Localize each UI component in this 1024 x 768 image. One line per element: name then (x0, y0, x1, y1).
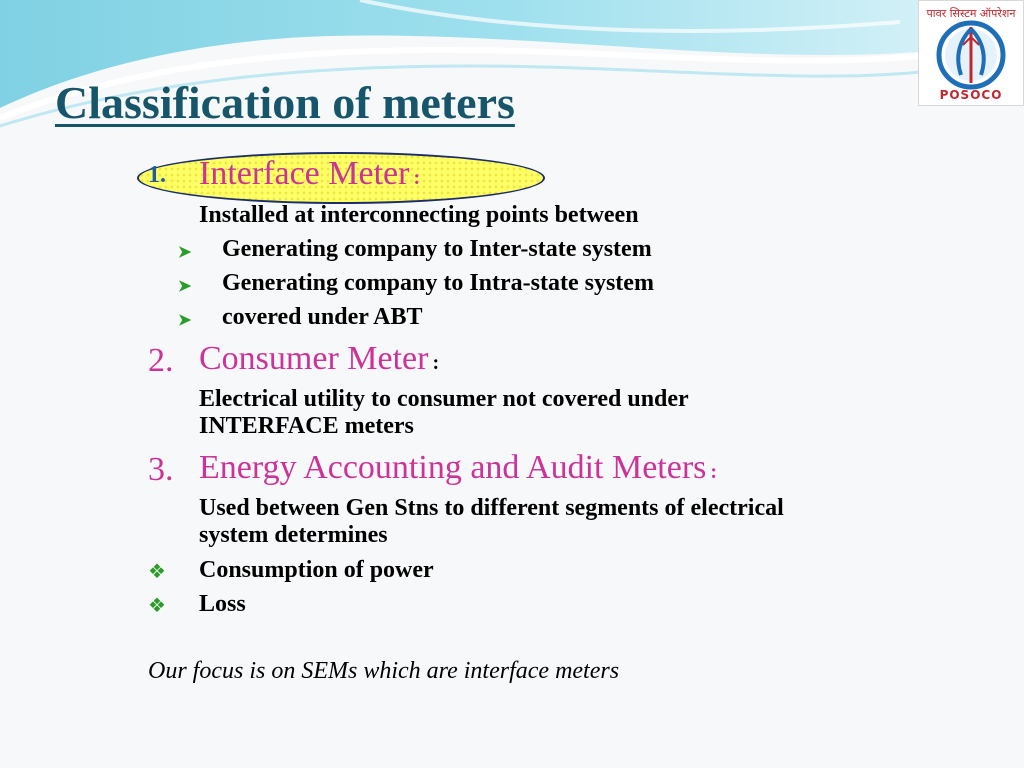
item-1-colon: : (413, 167, 421, 189)
item-1-heading-row (199, 157, 420, 191)
item-1-bullet-3: covered under ABT (222, 304, 423, 330)
item-2-description-line-2: INTERFACE meters (199, 413, 414, 439)
item-3-colon: : (710, 461, 718, 483)
diamond-bullet-icon: ❖ (148, 561, 166, 583)
posoco-logo (918, 0, 1024, 106)
item-1-bullet-2: Generating company to Intra-state system (222, 270, 654, 296)
item-1-number: 1. (148, 162, 166, 188)
item-1-description: Installed at interconnecting points between (199, 202, 639, 228)
item-2-description-line-1: Electrical utility to consumer not covered under (199, 386, 689, 412)
item-2-heading-row (199, 342, 439, 376)
item-3-bullet-2: Loss (199, 591, 246, 617)
item-3-bullet-1: Consumption of power (199, 557, 434, 583)
item-3-heading: Energy Accounting and Audit Meters (199, 449, 707, 486)
posoco-emblem-icon (919, 1, 1023, 105)
item-2-colon: : (432, 352, 440, 374)
item-3-heading-row (199, 451, 717, 485)
item-3-description-line-2: system determines (199, 522, 388, 548)
focus-note: Our focus is on SEMs which are interface meters (148, 658, 620, 684)
arrow-bullet-icon: ➤ (178, 278, 192, 295)
slide-title: Classification of meters (55, 77, 515, 128)
item-1-heading: Interface Meter (199, 155, 410, 192)
item-2-heading: Consumer Meter (199, 340, 429, 377)
logo-top-text: पावर सिस्टम ऑपरेशन (926, 7, 1016, 20)
arrow-bullet-icon: ➤ (178, 312, 192, 329)
logo-bottom-text: POSOCO (939, 88, 1003, 102)
item-3-description-line-1: Used between Gen Stns to different segments of electrical (199, 495, 784, 521)
item-3-number: 3. (148, 451, 174, 488)
arrow-bullet-icon: ➤ (178, 244, 192, 261)
item-2-number: 2. (148, 342, 174, 379)
diamond-bullet-icon: ❖ (148, 595, 166, 617)
item-1-bullet-1: Generating company to Inter-state system (222, 236, 652, 262)
